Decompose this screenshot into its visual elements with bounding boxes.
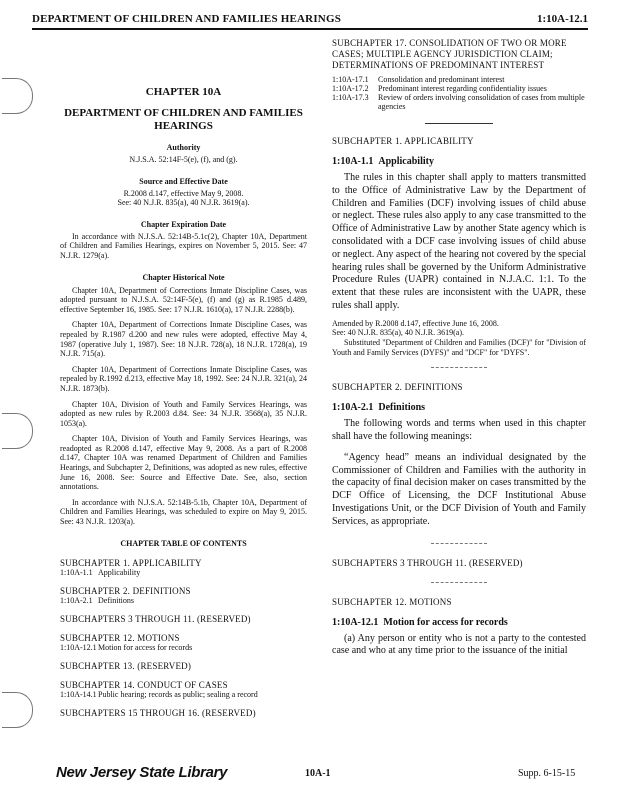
section-number: 1:10A-2.1 — [332, 402, 374, 414]
source-text-1: R.2008 d.147, effective May 9, 2008. — [123, 188, 244, 198]
library-logo: New Jersey State Library — [56, 764, 228, 781]
section-title: Applicability — [378, 156, 434, 167]
toc-subchapter-title: SUBCHAPTER 13. (RESERVED) — [60, 660, 192, 671]
toc-section-number: 1:10A-17.3 — [332, 93, 369, 102]
section-note: Amended by R.2008 d.147, effective June 16, 2008. — [332, 318, 499, 328]
toc-subchapter-title: SUBCHAPTER 2. DEFINITIONS — [60, 585, 191, 596]
history-para: Chapter 10A, Department of Corrections Inmate Discipline Cases, was adopted pursuant to N.J.S.A. 52:14F-5(e), (f) and (g) as R.1985 d.489, effective September 16, 1985. See: 17 N.J.R. 1610(a), 17 N.J.R. 2288(b). — [60, 285, 307, 314]
binder-hole-bottom — [2, 692, 33, 728]
source-heading: Source and Effective Date — [139, 176, 228, 186]
binder-hole-top — [2, 78, 33, 114]
toc-section-title: Review of orders involving consolidation of cases from multiple agencies — [378, 93, 585, 111]
toc-section — [60, 643, 307, 652]
toc-section-number: 1:10A-12.1 — [60, 642, 97, 652]
toc-section-number: 1:10A-2.1 — [60, 595, 93, 605]
toc-section-title: Motion for access for records — [98, 642, 193, 652]
toc-subchapter — [60, 708, 307, 718]
left-column — [60, 86, 307, 718]
toc-subchapter-title: SUBCHAPTER 12. MOTIONS — [60, 632, 180, 643]
expiration-text: In accordance with N.J.S.A. 52:14B-5.1c(2), Chapter 10A, Department of Children and Families Hearings, expires on November 5, 2015. See: 47 N.J.R. 1279(a). — [60, 231, 307, 260]
section-title: Definitions — [378, 402, 426, 414]
section-note: Substituted "Department of Children and Families (DCF)" for "Division of Youth and Family Services (DYFS)" and "DCF" for "DYFS". — [332, 337, 586, 357]
source-text-2: See: 40 N.J.R. 835(a), 40 N.J.R. 3619(a). — [117, 198, 250, 208]
divider-dashed — [431, 543, 487, 544]
toc-subchapter — [60, 586, 307, 605]
divider-dashed — [431, 367, 487, 368]
section-note: See: 40 N.J.R. 835(a), 40 N.J.R. 3619(a). — [332, 328, 464, 338]
toc-section — [332, 84, 586, 93]
toc-subchapter-title: SUBCHAPTERS 3 THROUGH 11. (RESERVED) — [60, 613, 251, 624]
header-title: DEPARTMENT OF CHILDREN AND FAMILIES HEARINGS — [32, 13, 342, 25]
expiration-heading: Chapter Expiration Date — [140, 219, 227, 229]
toc-section-title: Predominant interest regarding confidentiality issues — [378, 84, 547, 93]
section-number: 1:10A-12.1 — [332, 616, 379, 628]
subchapter-17-toc — [332, 75, 586, 111]
toc-subchapter-title: SUBCHAPTER 14. CONDUCT OF CASES — [60, 679, 228, 690]
history-para: Chapter 10A, Division of Youth and Family Services Hearings, was readopted as R.2008 d.147, effective May 9, 2008. As a part of R.2008 d.147, Chapter 10A was renamed Department of Children and Families Hearings, and Subchapter 2, Definitions, was adopted as new rules, effective June 16, 2008. See: Source and Effective Date. See, also, section annotations. — [60, 434, 307, 492]
divider-rule — [425, 123, 493, 124]
history-heading: Chapter Historical Note — [142, 272, 225, 282]
toc-subchapter-title: SUBCHAPTERS 15 THROUGH 16. (RESERVED) — [60, 707, 256, 718]
section-body: The following words and terms when used in this chapter shall have the following meanings: — [332, 418, 586, 442]
page-number: 10A-1 — [305, 768, 331, 779]
divider-dashed — [431, 582, 487, 583]
toc-section-title: Applicability — [98, 567, 141, 577]
chapter-title: DEPARTMENT OF CHILDREN AND FAMILIES HEARINGS — [64, 107, 303, 132]
toc-section — [60, 568, 307, 577]
authority-text: N.J.S.A. 52:14F-5(e), (f), and (g). — [129, 155, 238, 164]
toc-subchapter — [60, 680, 307, 699]
section-heading — [332, 402, 586, 413]
subchapter-17-title: SUBCHAPTER 17. CONSOLIDATION OF TWO OR MORE CASES; MULTIPLE AGENCY JURISDICTION CLAIM; DETERMINATIONS OF PREDOMINANT INTEREST — [332, 38, 567, 70]
toc-subchapter-title: SUBCHAPTER 1. APPLICABILITY — [60, 557, 202, 568]
toc-section-number: 1:10A-17.2 — [332, 84, 369, 93]
authority-heading: Authority — [166, 143, 201, 152]
toc-section — [332, 93, 586, 111]
binder-hole-middle — [2, 413, 33, 449]
section-number: 1:10A-1.1 — [332, 156, 374, 167]
toc-section — [332, 75, 586, 84]
history-para: Chapter 10A, Department of Corrections Inmate Discipline Cases, was repealed by R.1987 d.200 and new rules were adopted, effective May 4, 1987 (operative July 1, 1987). See: 18 N.J.R. 728(a), 18 N.J.R. 1728(a), 19 N.J.R. 715(a). — [60, 320, 307, 359]
header-section-code: 1:10A-12.1 — [536, 13, 588, 25]
toc-section-title: Consolidation and predominant interest — [378, 75, 505, 84]
toc-subchapter — [60, 633, 307, 652]
section-body: (a) Any person or entity who is not a party to the contested case and who at any time prior to the issuance of the initial — [332, 632, 586, 657]
definition-agency-head: “Agency head” means an individual designated by the Commissioner of Children and Families with the authority in the capacity of final decision maker on cases transmitted by the DCF Office of Licensing, the DCF Institutional Abuse Investigations Unit, or the DCF Division of Youth and Family Services, as appropriate. — [332, 451, 586, 527]
subchapter-12-title: SUBCHAPTER 12. MOTIONS — [332, 596, 452, 607]
toc-section-number: 1:10A-1.1 — [60, 567, 93, 577]
history-para: In accordance with N.J.S.A. 52:14B-5.1b, Chapter 10A, Department of Children and Families Hearings, was scheduled to expire on May 9, 2015. See: 43 N.J.R. 1203(a). — [60, 497, 307, 527]
right-column — [332, 38, 586, 658]
supplement-date: Supp. 6-15-15 — [518, 768, 576, 779]
subchapter-1-title: SUBCHAPTER 1. APPLICABILITY — [332, 136, 474, 146]
history-para: Chapter 10A, Division of Youth and Family Services Hearings, was adopted as new rules by R.2003 d.84. See: 34 N.J.R. 3568(a), 35 N.J.R. 1053(a). — [60, 399, 307, 428]
page-footer — [0, 764, 618, 788]
toc-heading: CHAPTER TABLE OF CONTENTS — [120, 538, 247, 548]
section-heading — [332, 617, 586, 628]
toc-section-number: 1:10A-17.1 — [332, 75, 369, 84]
section-heading — [332, 156, 586, 167]
toc-section-title: Public hearing; records as public; sealing a record — [98, 689, 258, 699]
toc-section-number: 1:10A-14.1 — [60, 689, 97, 699]
section-title: Motion for access for records — [383, 616, 508, 628]
chapter-number: CHAPTER 10A — [145, 86, 222, 98]
running-header — [32, 10, 588, 30]
toc-section-title: Definitions — [98, 595, 134, 605]
toc-subchapter — [60, 614, 307, 624]
toc-section — [60, 690, 307, 699]
section-body: The rules in this chapter shall apply to matters transmitted to the Office of Administrative Law by the Department of Children and Families (DCF) involving issues of child abuse or neglect. These rules also apply to any case transmitted to the Office of Administrative Law by another State agency which is consolidated with a DCF case involving issues of child abuse or neglect. Any aspect of the hearing not covered by the special hearing rules shall be governed by the Uniform Administrative Procedure Rules (UAPR) contained in N.J.A.C. 1:1. To the extent that these rules are inconsistent with the UAPR, these rules shall apply. — [332, 172, 586, 311]
subchapter-2-title: SUBCHAPTER 2. DEFINITIONS — [332, 382, 463, 393]
toc-subchapter — [60, 661, 307, 671]
toc-section — [60, 596, 307, 605]
subchapter-3-11-title: SUBCHAPTERS 3 THROUGH 11. (RESERVED) — [332, 557, 523, 568]
history-para: Chapter 10A, Department of Corrections Inmate Discipline Cases, was repealed by R.1992 d.213, effective May 18, 1992. See: 24 N.J.R. 321(a), 24 N.J.R. 1873(b). — [60, 364, 307, 393]
toc-subchapter — [60, 558, 307, 577]
